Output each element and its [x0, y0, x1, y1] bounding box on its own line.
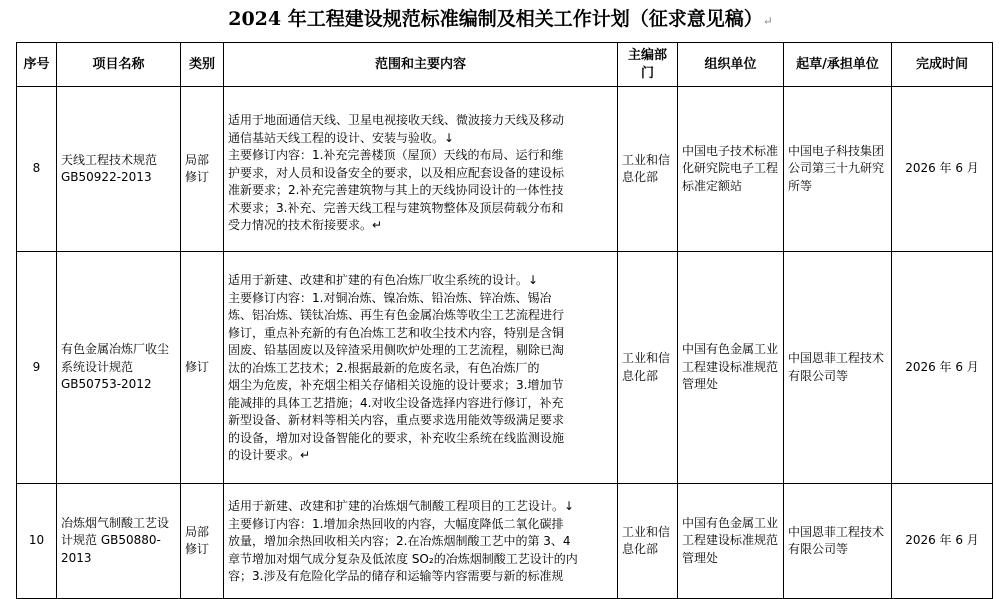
header-scope: 范围和主要内容 — [224, 43, 618, 87]
scope-line: 的设备，增加对设备智能化的要求，补充收尘系统在线监测设施 — [228, 430, 565, 445]
scope-line: 主要修订内容：1.对铜冶炼、镍冶炼、铅冶炼、锌冶炼、锡冶 — [228, 290, 552, 305]
row-project-name: 冶炼烟气制酸工艺设计规范 GB50880-2013 — [57, 484, 181, 599]
row-org: 中国电子技术标准化研究院电子工程标准定额站 — [678, 87, 784, 252]
scope-line: 受力情况的技术衔接要求。↵ — [228, 218, 383, 233]
scope-line: 能减排的具体工艺措施；4.对收尘设备选择内容进行修订，补充 — [228, 395, 564, 410]
row-drafter: 中国恩菲工程技术有限公司等 — [784, 252, 892, 484]
row-completion-time: 2026 年 6 月 — [892, 252, 993, 484]
scope-line: 汰的冶炼工艺技术；2.根据最新的危废名录，有色冶炼厂的 — [228, 360, 540, 375]
row-completion-time: 2026 年 6 月 — [892, 484, 993, 599]
table-row — [17, 484, 993, 599]
header-seq: 序号 — [17, 43, 57, 87]
row-drafter: 中国恩菲工程技术有限公司等 — [784, 484, 892, 599]
row-scope — [224, 484, 618, 599]
row-project-name: 天线工程技术规范 GB50922-2013 — [57, 87, 181, 252]
table-row — [17, 87, 993, 252]
header-drafter: 起草/承担单位 — [784, 43, 892, 87]
row-dept: 工业和信息化部 — [618, 87, 678, 252]
row-seq: 9 — [17, 252, 57, 484]
row-org: 中国有色金属工业工程建设标准规范管理处 — [678, 484, 784, 599]
header-name: 项目名称 — [57, 43, 181, 87]
row-scope — [224, 87, 618, 252]
scope-line: 新型设备、新材料等相关内容，重点要求选用能效等级满足要求 — [228, 413, 565, 428]
row-scope — [224, 252, 618, 484]
table-header-row — [17, 43, 993, 87]
scope-line: 适用于新建、改建和扩建的冶炼烟气制酸工程项目的工艺设计。↓ — [228, 499, 575, 514]
scope-line: 放量，增加余热回收相关内容；2.在冶炼烟制酸工艺中的第 3、4 — [228, 534, 571, 549]
header-org: 组织单位 — [678, 43, 784, 87]
row-drafter: 中国电子科技集团公司第三十九研究所等 — [784, 87, 892, 252]
header-dept: 主编部门 — [618, 43, 678, 87]
scope-line: 烟尘为危废，补充烟尘相关存储相关设施的设计要求；3.增加节 — [228, 378, 564, 393]
scope-line: 术要求；3.补充、完善天线工程与建筑物整体及顶层荷载分布和 — [228, 200, 564, 215]
row-type: 局部修订 — [181, 484, 224, 599]
scope-line: 适用于地面通信天线、卫星电视接收天线、微波接力天线及移动 — [228, 113, 565, 128]
scope-line: 的设计要求。↵ — [228, 448, 311, 463]
scope-line: 容；3.涉及有危险化学品的储存和运输等内容需要与新的标准规 — [228, 569, 564, 584]
scope-line: 适用于新建、改建和扩建的有色冶炼厂收尘系统的设计。↓ — [228, 273, 539, 288]
scope-line: 炼、铝冶炼、镁钛冶炼、再生有色金属冶炼等收尘工艺流程进行 — [228, 308, 565, 323]
row-completion-time: 2026 年 6 月 — [892, 87, 993, 252]
row-dept: 工业和信息化部 — [618, 484, 678, 599]
row-type: 局部修订 — [181, 87, 224, 252]
paragraph-mark-icon: ↵ — [762, 14, 773, 28]
header-type: 类别 — [181, 43, 224, 87]
scope-line: 主要修订内容：1.增加余热回收的内容，大幅度降低二氧化碳排 — [228, 516, 564, 531]
header-time: 完成时间 — [892, 43, 993, 87]
work-plan-table — [16, 42, 993, 599]
row-project-name: 有色金属冶炼厂收尘系统设计规范 GB50753-2012 — [57, 252, 181, 484]
page-title — [0, 6, 1001, 34]
scope-line: 章节增加对烟气成分复杂及低浓度 SO₂的冶炼烟制酸工艺设计的内 — [228, 551, 578, 566]
row-seq: 10 — [17, 484, 57, 599]
table-row — [17, 252, 993, 484]
row-dept: 工业和信息化部 — [618, 252, 678, 484]
scope-line: 准新要求；2.补充完善建筑物与其上的天线协同设计的一体性技 — [228, 183, 564, 198]
scope-line: 主要修订内容：1.补充完善楼顶（屋顶）天线的布局、运行和维 — [228, 148, 564, 163]
scope-line: 修订，重点补充新的有色冶炼工艺和收尘技术内容，特别是含铜 — [228, 325, 565, 340]
row-seq: 8 — [17, 87, 57, 252]
scope-line: 通信基站天线工程的设计、安装与验收。↓ — [228, 130, 455, 145]
scope-line: 固废、铅基固废以及锌渣采用侧吹炉处理的工艺流程，剔除已淘 — [228, 343, 565, 358]
row-type: 修订 — [181, 252, 224, 484]
scope-line: 护要求，对人员和设备安全的要求，以及相应配套设备的建设标 — [228, 165, 565, 180]
title-text: 2024 年工程建设规范标准编制及相关工作计划（征求意见稿） — [228, 8, 763, 30]
row-org: 中国有色金属工业工程建设标准规范管理处 — [678, 252, 784, 484]
